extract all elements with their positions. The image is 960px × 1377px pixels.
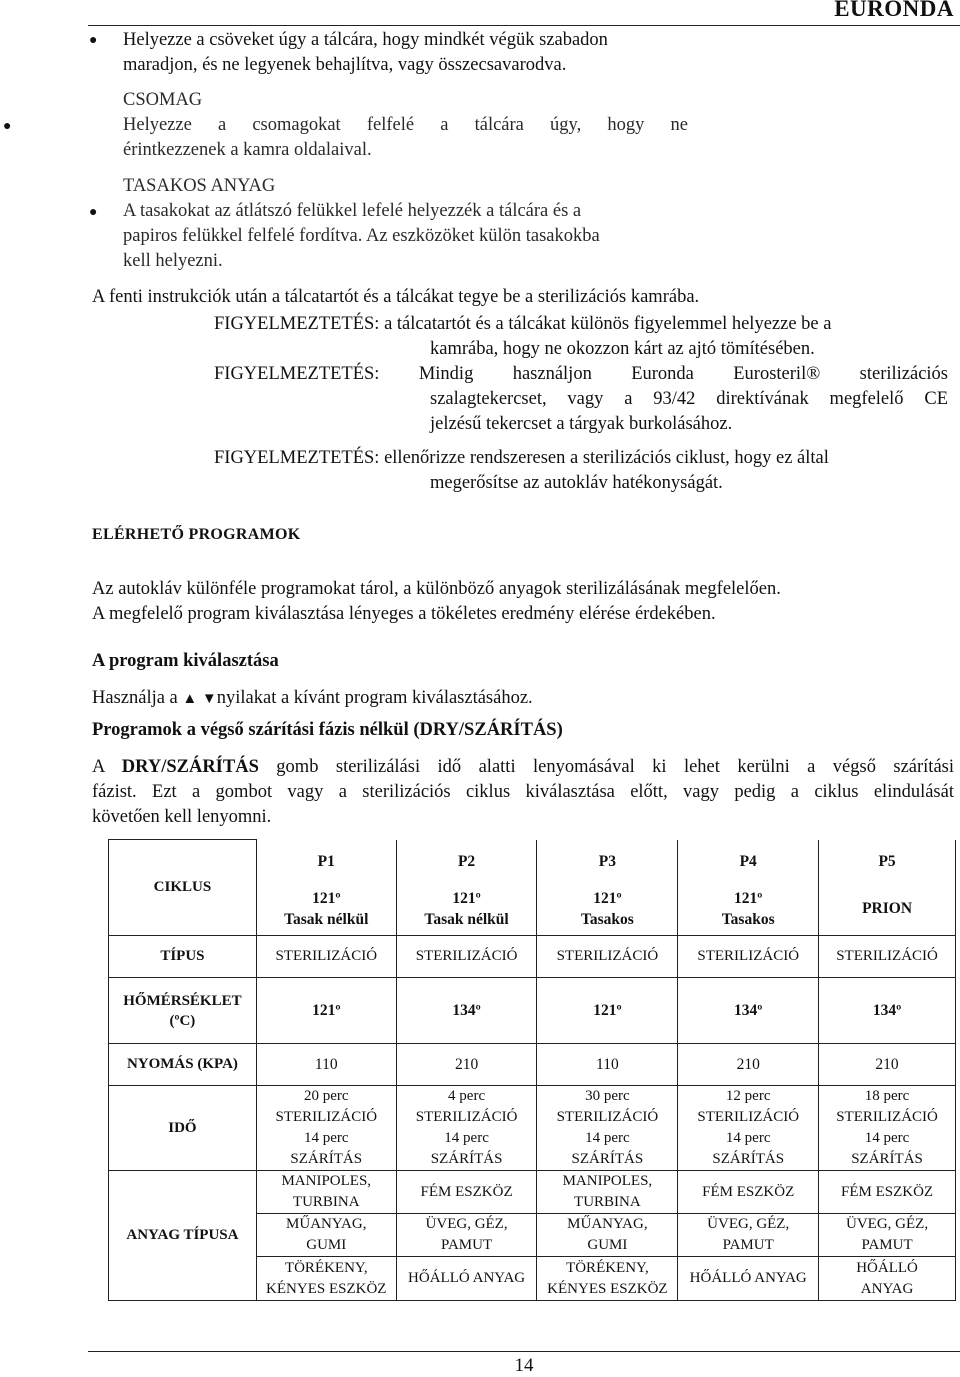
nyomas-value: 210	[819, 1044, 956, 1086]
dry-line-3: követően kell lenyomni.	[92, 807, 272, 827]
anyag-value	[256, 1257, 396, 1301]
warning-3	[214, 446, 948, 496]
programs-intro-line-2: A megfelelő program kiválasztása lényeges a tökéletes eredmény elérése érdekében.	[92, 604, 716, 624]
anyag-line: FÉM ESZKÖZ	[841, 1183, 934, 1200]
ido-line: 4 perc	[448, 1088, 486, 1104]
program-header: P5	[819, 840, 956, 884]
anyag-line: HŐÁLLÓ ANYAG	[408, 1270, 526, 1286]
footer-rule	[88, 1351, 960, 1352]
anyag-line: TURBINA	[292, 1194, 360, 1210]
ido-line: SZÁRÍTÁS	[712, 1151, 785, 1167]
tipus-value: STERILIZÁCIÓ	[256, 936, 396, 978]
programs-intro-line-1: Az autokláv különféle programokat tárol, a különböző anyagok sterilizálásának megfelelően.	[92, 579, 781, 599]
bullet-2-line-1: Helyezze a csomagokat felfelé a tálcára úgy, hogy ne	[123, 115, 688, 135]
program-header: P4	[678, 840, 819, 884]
bullet-3-line-3: kell helyezni.	[123, 251, 223, 271]
program-desc-line: 121º	[593, 890, 622, 908]
program-header: P1	[256, 840, 396, 884]
nyomas-value: 210	[396, 1044, 537, 1086]
ido-line: 14 perc	[585, 1130, 630, 1146]
ido-line: 12 perc	[725, 1088, 771, 1104]
ciklus-label: CIKLUS	[109, 840, 257, 936]
anyag-value	[396, 1257, 537, 1301]
anyag-line: TURBINA	[574, 1194, 641, 1210]
anyag-line: ÜVEG, GÉZ,	[707, 1216, 790, 1232]
ido-value	[819, 1086, 956, 1171]
warning-1	[214, 312, 948, 362]
select-text	[92, 686, 533, 712]
anyag-value	[678, 1257, 819, 1301]
ido-line: STERILIZÁCIÓ	[697, 1109, 800, 1125]
homerseklet-label-line: (ºC)	[169, 1012, 196, 1029]
ido-line: 14 perc	[864, 1130, 910, 1146]
tipus-label: TÍPUS	[109, 936, 257, 978]
homerseklet-value: 121º	[256, 978, 396, 1044]
nyomas-value: 110	[537, 1044, 678, 1086]
bullet-dot: ●	[3, 119, 12, 134]
dry-line1-bold: DRY/SZÁRÍTÁS	[121, 757, 259, 777]
anyag-line: HŐÁLLÓ	[856, 1259, 918, 1276]
ido-line: 18 perc	[864, 1088, 910, 1104]
anyag-line: PAMUT	[722, 1237, 774, 1253]
dry-line1-after: gomb sterilizálási idő alatti lenyomásával ki lehet kerülni a végső szárítási	[258, 757, 954, 777]
program-desc	[678, 884, 819, 936]
bullet-3-line-1: A tasakokat az átlátszó felükkel lefelé helyezzék a tálcára és a	[123, 201, 582, 221]
bullet-dot: ●	[89, 205, 98, 220]
anyag-line: GUMI	[587, 1237, 628, 1253]
program-desc	[256, 884, 396, 936]
ido-line: SZÁRÍTÁS	[851, 1151, 923, 1167]
dry-heading: Programok a végső szárítási fázis nélkül (DRY/SZÁRÍTÁS)	[92, 720, 563, 740]
warning-2	[214, 362, 948, 437]
select-text-after: nyilakat a kívánt program kiválasztásához.	[216, 688, 533, 708]
instruction-text: A fenti instrukciók után a tálcatartót és a tálcákat tegye be a sterilizációs kamrába.	[92, 287, 700, 307]
bullet-3-line-2: papiros felükkel felfelé fordítva. Az eszközöket külön tasakokba	[123, 226, 600, 246]
warning-3-first: ellenőrizze rendszeresen a sterilizációs ciklust, hogy ez által	[384, 448, 829, 468]
homerseklet-value: 134º	[396, 978, 537, 1044]
anyag-line: HŐÁLLÓ ANYAG	[689, 1270, 807, 1286]
bullet-2-line-2: érintkezzenek a kamra oldalaival.	[123, 140, 372, 160]
anyag-value	[396, 1171, 537, 1214]
anyag-value	[396, 1214, 537, 1257]
anyag-label: ANYAG TÍPUSA	[109, 1171, 257, 1301]
ido-line: SZÁRÍTÁS	[430, 1151, 503, 1167]
anyag-value	[819, 1214, 956, 1257]
nyomas-value: 110	[256, 1044, 396, 1086]
program-header: P2	[396, 840, 537, 884]
anyag-line: TÖRÉKENY,	[566, 1259, 649, 1276]
anyag-line: GUMI	[306, 1237, 347, 1253]
anyag-line: ANYAG	[860, 1280, 914, 1297]
ido-line: 30 perc	[585, 1088, 630, 1104]
header-rule	[88, 25, 960, 26]
bullet-2-title: CSOMAG	[123, 90, 203, 110]
program-header: P3	[537, 840, 678, 884]
ido-line: SZÁRÍTÁS	[290, 1151, 363, 1167]
anyag-line: MŰANYAG,	[567, 1216, 648, 1232]
warning-3-rest: megerősítse az autokláv hatékonyságát.	[430, 473, 723, 493]
anyag-line: ÜVEG, GÉZ,	[425, 1216, 508, 1232]
select-heading: A program kiválasztása	[92, 651, 279, 671]
ido-line: 20 perc	[303, 1088, 349, 1104]
anyag-line: PAMUT	[861, 1237, 913, 1253]
program-desc-line: PRION	[862, 900, 913, 918]
homerseklet-value: 134º	[819, 978, 956, 1044]
anyag-line: KÉNYES ESZKÖZ	[547, 1280, 668, 1297]
ido-line: 14 perc	[725, 1130, 771, 1146]
ido-line: 14 perc	[303, 1130, 349, 1146]
dry-paragraph	[92, 755, 954, 830]
bullet-1-line-1: Helyezze a csöveket úgy a tálcára, hogy mindkét végük szabadon	[123, 30, 608, 50]
anyag-value	[819, 1171, 956, 1214]
warning-1-first: a tálcatartót és a tálcákat különös figyelemmel helyezze be a	[384, 314, 832, 334]
programs-table	[108, 839, 956, 1301]
anyag-value	[819, 1257, 956, 1301]
anyag-value	[678, 1214, 819, 1257]
anyag-value	[537, 1214, 678, 1257]
warning-2-rest-2: jelzésű tekercset a tárgyak burkolásához.	[430, 414, 733, 434]
dry-line1-before: A	[92, 757, 122, 777]
homerseklet-label-line: HŐMÉRSÉKLET	[123, 992, 242, 1009]
anyag-value	[256, 1171, 396, 1214]
warning-3-label: FIGYELMEZTETÉS:	[214, 448, 380, 468]
homerseklet-value: 134º	[678, 978, 819, 1044]
homerseklet-value: 121º	[537, 978, 678, 1044]
anyag-value	[256, 1214, 396, 1257]
anyag-line: MANIPOLES,	[281, 1173, 372, 1189]
tipus-value: STERILIZÁCIÓ	[819, 936, 956, 978]
arrow-up-icon: ▲	[182, 691, 198, 707]
select-text-before: Használja a	[92, 688, 178, 708]
warning-2-first: Mindig használjon Euronda Eurosteril® sterilizációs	[418, 364, 948, 384]
bullet-3-text	[123, 174, 600, 274]
page-number: 14	[514, 1355, 534, 1376]
ido-line: STERILIZÁCIÓ	[415, 1109, 518, 1125]
ido-line: SZÁRÍTÁS	[571, 1151, 644, 1167]
program-desc-line: Tasakos	[721, 911, 775, 929]
anyag-line: MŰANYAG,	[286, 1216, 367, 1232]
bullet-1-line-2: maradjon, és ne legyenek behajlítva, vagy összecsavarodva.	[123, 55, 567, 75]
program-desc	[537, 884, 678, 936]
program-desc	[396, 884, 537, 936]
anyag-line: KÉNYES ESZKÖZ	[266, 1280, 387, 1297]
anyag-value	[678, 1171, 819, 1214]
warning-1-rest: kamrába, hogy ne okozzon kárt az ajtó tömítésében.	[430, 339, 815, 359]
ido-value	[678, 1086, 819, 1171]
program-desc	[819, 884, 956, 936]
anyag-value	[537, 1257, 678, 1301]
bullet-2-text	[123, 88, 688, 163]
program-desc-line: Tasak nélkül	[284, 911, 369, 929]
ido-line: STERILIZÁCIÓ	[556, 1109, 659, 1125]
ido-label: IDŐ	[109, 1086, 257, 1171]
anyag-line: ÜVEG, GÉZ,	[846, 1216, 929, 1232]
arrow-down-icon: ▼	[201, 691, 217, 707]
bullet-dot: ●	[89, 33, 98, 48]
ido-line: STERILIZÁCIÓ	[836, 1109, 938, 1125]
bullet-3-title: TASAKOS ANYAG	[123, 176, 276, 196]
warning-1-label: FIGYELMEZTETÉS:	[214, 314, 380, 334]
anyag-line: MANIPOLES,	[562, 1173, 653, 1189]
homerseklet-label	[109, 978, 257, 1044]
ido-value	[396, 1086, 537, 1171]
tipus-value: STERILIZÁCIÓ	[537, 936, 678, 978]
program-desc-line: 121º	[452, 890, 481, 908]
ido-value	[256, 1086, 396, 1171]
anyag-line: FÉM ESZKÖZ	[420, 1183, 513, 1200]
anyag-line: FÉM ESZKÖZ	[702, 1183, 795, 1200]
programs-heading: ELÉRHETŐ PROGRAMOK	[92, 526, 301, 543]
warning-2-label: FIGYELMEZTETÉS:	[214, 364, 380, 384]
nyomas-label: NYOMÁS (KPA)	[109, 1044, 257, 1086]
tipus-value: STERILIZÁCIÓ	[396, 936, 537, 978]
anyag-value	[537, 1171, 678, 1214]
anyag-line: TÖRÉKENY,	[284, 1259, 368, 1276]
tipus-value: STERILIZÁCIÓ	[678, 936, 819, 978]
program-desc-line: 121º	[734, 890, 763, 908]
ido-line: 14 perc	[444, 1130, 489, 1146]
warning-2-rest-1: szalagtekercset, vagy a 93/42 direktívának megfelelő CE	[430, 389, 948, 409]
ido-line: STERILIZÁCIÓ	[275, 1109, 378, 1125]
program-desc-line: Tasakos	[580, 911, 634, 929]
dry-line-2: fázist. Ezt a gombot vagy a sterilizációs ciklus kiválasztása előtt, vagy pedig a ciklus elindulását	[92, 782, 954, 802]
nyomas-value: 210	[678, 1044, 819, 1086]
ido-value	[537, 1086, 678, 1171]
program-desc-line: 121º	[312, 890, 341, 908]
bullet-1-text	[123, 28, 608, 78]
program-desc-line: Tasak nélkül	[424, 911, 509, 929]
programs-intro	[92, 577, 781, 627]
brand-title: EURONDA	[834, 0, 954, 21]
anyag-line: PAMUT	[441, 1237, 493, 1253]
